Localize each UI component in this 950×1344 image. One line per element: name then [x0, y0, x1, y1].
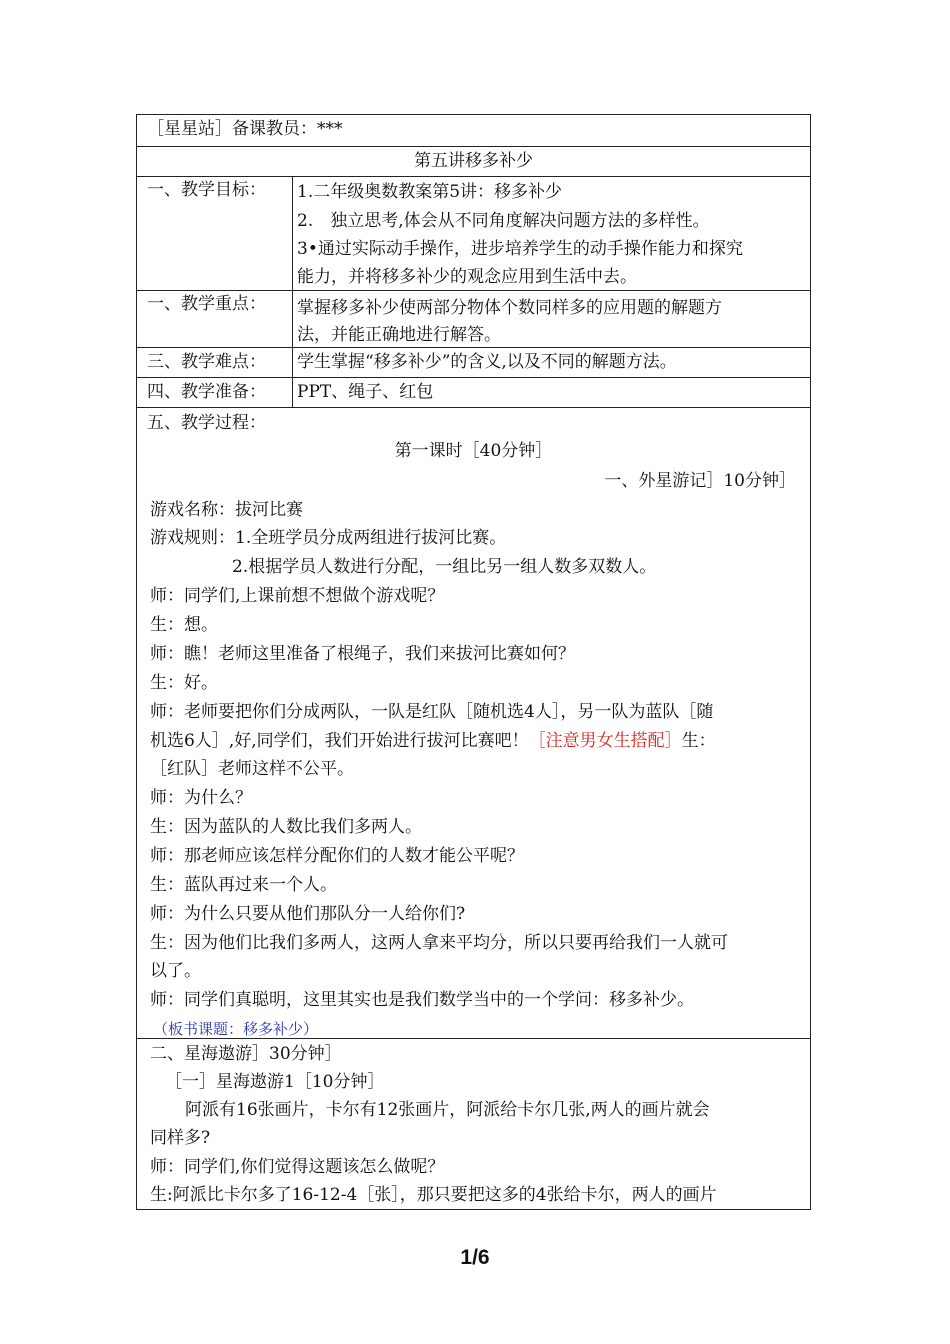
- dialogue-line: 师：为什么？: [150, 788, 252, 808]
- difficulty-text: 学生掌握“移多补少”的含义,以及不同的解题方法。: [297, 352, 677, 372]
- difficulty-row: [137, 348, 810, 378]
- dialogue-line: 师：为什么只要从他们那队分一人给你们?: [150, 904, 466, 924]
- dialogue-line: 师：那老师应该怎样分配你们的人数才能公平呢？: [150, 846, 524, 866]
- dialogue-line: 生：因为蓝队的人数比我们多两人。: [150, 817, 422, 837]
- dialogue-line: [150, 730, 716, 752]
- problem-text: 阿派有16张画片，卡尔有12张画片，阿派给卡尔几张,两人的画片就会: [185, 1100, 710, 1120]
- dialogue-line: 师：老师要把你们分成两队，一队是红队［随机选4人］，另一队为蓝队［随: [150, 702, 714, 722]
- dialogue-line: 师：同学们,你们觉得这题该怎么做呢？: [150, 1157, 445, 1177]
- dialogue-line: 生：因为他们比我们多两人，这两人拿来平均分，所以只要再给我们一人就可: [150, 933, 728, 953]
- section-heading: 二、星海遨游］30分钟］: [150, 1044, 342, 1064]
- prep-text: PPT、绳子、红包: [297, 382, 434, 402]
- dialogue-line: 师：同学们,上课前想不想做个游戏呢？: [150, 586, 445, 606]
- dialogue-line: 师：同学们真聪明，这里其实也是我们数学当中的一个学问：移多补少。: [150, 990, 694, 1010]
- dialogue-line: 师：瞧！老师这里准备了根绳子，我们来拔河比赛如何？: [150, 644, 575, 664]
- keypoints-row: [137, 291, 810, 348]
- title-row: [137, 147, 810, 177]
- teacher-note: ［注意男女生搭配］: [528, 731, 682, 751]
- dialogue-line: 生：想。: [150, 615, 218, 635]
- dialogue-line: 生：蓝队再过来一个人。: [150, 875, 337, 895]
- goal-line: 能力，并将移多补少的观念应用到生活中去。: [297, 267, 637, 287]
- game-rule: 2.根据学员人数进行分配，一组比另一组人数多双数人。: [232, 557, 657, 577]
- dialogue-line: ［红队］老师这样不公平。: [150, 759, 354, 779]
- prep-label: 四、教学准备：: [147, 382, 266, 402]
- problem-text: 同样多?: [150, 1128, 211, 1148]
- dialogue-line: 生:阿派比卡尔多了16-12-4［张］，那只要把这多的4张给卡尔，两人的画片: [150, 1185, 717, 1205]
- game-name: 游戏名称：拔河比赛: [150, 500, 303, 520]
- lesson-title: 第五讲移多补少: [414, 151, 533, 171]
- lesson-period: 第一课时［40分钟］: [394, 441, 553, 461]
- preparer-line: ［星星站］备课教员：***: [147, 119, 343, 139]
- header-row: [137, 115, 810, 147]
- process-row: [137, 408, 810, 1039]
- keypoints-label: 一、教学重点：: [147, 294, 266, 314]
- subsection-heading: ［一］星海遨游1［10分钟］: [165, 1072, 385, 1092]
- section-heading: 一、外星游记］10分钟］: [604, 471, 796, 491]
- goals-row: [137, 177, 810, 291]
- goals-label: 一、教学目标：: [147, 180, 266, 200]
- dialogue-line: 生：好。: [150, 673, 218, 693]
- keypoint-line: 法，并能正确地进行解答。: [297, 325, 501, 345]
- game-rule: 游戏规则：1.全班学员分成两组进行拔河比赛。: [150, 528, 507, 548]
- process-label: 五、教学过程：: [147, 413, 266, 433]
- dialogue-text: 机选6人］,好,同学们，我们开始进行拔河比赛吧！: [150, 731, 529, 751]
- dialogue-line: 以了。: [150, 961, 201, 981]
- lesson-plan-table: [136, 114, 811, 1210]
- page-number: 1/6: [460, 1246, 490, 1269]
- goal-line: 2. 独立思考,体会从不同角度解决问题方法的多样性。: [297, 211, 710, 231]
- keypoint-line: 掌握移多补少使两部分物体个数同样多的应用题的解题方: [297, 298, 722, 318]
- goal-line: 1.二年级奥数教案第5讲：移多补少: [297, 182, 563, 202]
- goal-line: 3•通过实际动手操作，进步培养学生的动手操作能力和探究: [297, 239, 743, 259]
- section2-row: [137, 1039, 810, 1209]
- prep-row: [137, 378, 810, 408]
- dialogue-text: 生：: [681, 731, 716, 751]
- difficulty-label: 三、教学难点：: [147, 352, 266, 372]
- board-note: （板书课题：移多补少）: [153, 1020, 319, 1038]
